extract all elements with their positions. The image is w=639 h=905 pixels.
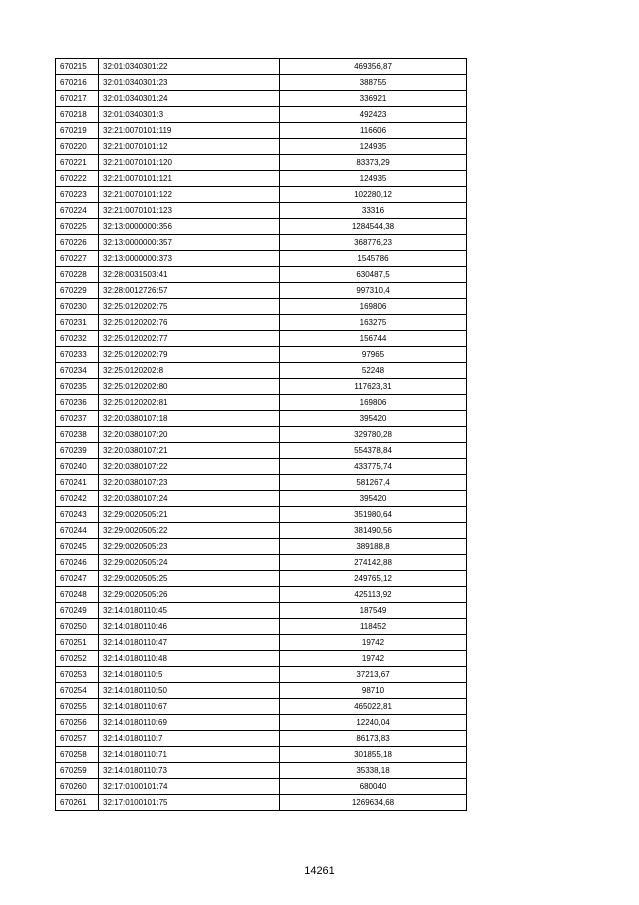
table-row — [56, 763, 467, 779]
row-number-cell: 670240 — [56, 459, 99, 475]
table-row — [56, 587, 467, 603]
cadastral-value-cell: 389188,8 — [280, 539, 467, 555]
cadastral-number-cell: 32:13:0000000:356 — [99, 219, 280, 235]
cadastral-number-cell: 32:25:0120202:76 — [99, 315, 280, 331]
table-row — [56, 427, 467, 443]
row-number-cell: 670221 — [56, 155, 99, 171]
data-table-body — [56, 59, 467, 811]
cadastral-number-cell: 32:20:0380107:23 — [99, 475, 280, 491]
cadastral-number-cell: 32:21:0070101:122 — [99, 187, 280, 203]
table-row — [56, 683, 467, 699]
row-number-cell: 670231 — [56, 315, 99, 331]
cadastral-number-cell: 32:29:0020505:21 — [99, 507, 280, 523]
row-number-cell: 670257 — [56, 731, 99, 747]
row-number-cell: 670260 — [56, 779, 99, 795]
cadastral-number-cell: 32:29:0020505:26 — [99, 587, 280, 603]
row-number-cell: 670227 — [56, 251, 99, 267]
page-number: 14261 — [304, 865, 335, 877]
cadastral-value-cell: 433775,74 — [280, 459, 467, 475]
cadastral-number-cell: 32:25:0120202:80 — [99, 379, 280, 395]
cadastral-value-cell: 35338,18 — [280, 763, 467, 779]
table-row — [56, 123, 467, 139]
cadastral-number-cell: 32:14:0180110:47 — [99, 635, 280, 651]
cadastral-value-cell: 156744 — [280, 331, 467, 347]
cadastral-number-cell: 32:21:0070101:123 — [99, 203, 280, 219]
cadastral-number-cell: 32:25:0120202:77 — [99, 331, 280, 347]
row-number-cell: 670256 — [56, 715, 99, 731]
table-row — [56, 379, 467, 395]
row-number-cell: 670217 — [56, 91, 99, 107]
table-row — [56, 363, 467, 379]
cadastral-value-cell: 163275 — [280, 315, 467, 331]
cadastral-value-cell: 169806 — [280, 395, 467, 411]
table-row — [56, 507, 467, 523]
table-row — [56, 635, 467, 651]
row-number-cell: 670228 — [56, 267, 99, 283]
cadastral-number-cell: 32:28:0012726:57 — [99, 283, 280, 299]
cadastral-value-cell: 19742 — [280, 635, 467, 651]
cadastral-value-cell: 33316 — [280, 203, 467, 219]
row-number-cell: 670237 — [56, 411, 99, 427]
cadastral-value-cell: 249765,12 — [280, 571, 467, 587]
cadastral-value-cell: 395420 — [280, 491, 467, 507]
cadastral-number-cell: 32:14:0180110:69 — [99, 715, 280, 731]
table-row — [56, 155, 467, 171]
row-number-cell: 670261 — [56, 795, 99, 811]
table-row — [56, 667, 467, 683]
table-row — [56, 75, 467, 91]
table-row — [56, 571, 467, 587]
cadastral-number-cell: 32:21:0070101:119 — [99, 123, 280, 139]
cadastral-number-cell: 32:20:0380107:22 — [99, 459, 280, 475]
cadastral-number-cell: 32:20:0380107:20 — [99, 427, 280, 443]
table-row — [56, 731, 467, 747]
table-row — [56, 619, 467, 635]
table-row — [56, 651, 467, 667]
row-number-cell: 670253 — [56, 667, 99, 683]
row-number-cell: 670248 — [56, 587, 99, 603]
row-number-cell: 670239 — [56, 443, 99, 459]
row-number-cell: 670244 — [56, 523, 99, 539]
row-number-cell: 670225 — [56, 219, 99, 235]
cadastral-number-cell: 32:14:0180110:71 — [99, 747, 280, 763]
cadastral-value-cell: 469356,87 — [280, 59, 467, 75]
table-row — [56, 715, 467, 731]
cadastral-value-cell: 169806 — [280, 299, 467, 315]
cadastral-number-cell: 32:21:0070101:121 — [99, 171, 280, 187]
table-row — [56, 539, 467, 555]
table-row — [56, 603, 467, 619]
cadastral-number-cell: 32:17:0100101:74 — [99, 779, 280, 795]
table-row — [56, 315, 467, 331]
cadastral-number-cell: 32:25:0120202:79 — [99, 347, 280, 363]
cadastral-value-cell: 97965 — [280, 347, 467, 363]
cadastral-value-cell: 581267,4 — [280, 475, 467, 491]
cadastral-value-cell: 554378,84 — [280, 443, 467, 459]
cadastral-value-cell: 86173,83 — [280, 731, 467, 747]
table-row — [56, 347, 467, 363]
cadastral-value-cell: 680040 — [280, 779, 467, 795]
table-row — [56, 267, 467, 283]
cadastral-value-cell: 425113,92 — [280, 587, 467, 603]
row-number-cell: 670222 — [56, 171, 99, 187]
table-row — [56, 283, 467, 299]
row-number-cell: 670243 — [56, 507, 99, 523]
cadastral-number-cell: 32:21:0070101:12 — [99, 139, 280, 155]
table-row — [56, 171, 467, 187]
cadastral-number-cell: 32:13:0000000:357 — [99, 235, 280, 251]
row-number-cell: 670258 — [56, 747, 99, 763]
table-row — [56, 59, 467, 75]
table-row — [56, 203, 467, 219]
row-number-cell: 670234 — [56, 363, 99, 379]
cadastral-number-cell: 32:20:0380107:24 — [99, 491, 280, 507]
table-row — [56, 187, 467, 203]
cadastral-number-cell: 32:25:0120202:8 — [99, 363, 280, 379]
cadastral-value-cell: 329780,28 — [280, 427, 467, 443]
table-row — [56, 91, 467, 107]
table-row — [56, 747, 467, 763]
cadastral-value-cell: 1545786 — [280, 251, 467, 267]
row-number-cell: 670252 — [56, 651, 99, 667]
cadastral-value-cell: 98710 — [280, 683, 467, 699]
cadastral-value-cell: 997310,4 — [280, 283, 467, 299]
row-number-cell: 670230 — [56, 299, 99, 315]
cadastral-value-cell: 630487,5 — [280, 267, 467, 283]
row-number-cell: 670233 — [56, 347, 99, 363]
cadastral-number-cell: 32:29:0020505:23 — [99, 539, 280, 555]
table-row — [56, 555, 467, 571]
table-row — [56, 331, 467, 347]
row-number-cell: 670236 — [56, 395, 99, 411]
cadastral-value-cell: 124935 — [280, 139, 467, 155]
cadastral-number-cell: 32:14:0180110:67 — [99, 699, 280, 715]
row-number-cell: 670218 — [56, 107, 99, 123]
cadastral-value-cell: 301855,18 — [280, 747, 467, 763]
cadastral-number-cell: 32:25:0120202:81 — [99, 395, 280, 411]
table-row — [56, 235, 467, 251]
row-number-cell: 670219 — [56, 123, 99, 139]
cadastral-number-cell: 32:01:0340301:24 — [99, 91, 280, 107]
cadastral-value-cell: 368776,23 — [280, 235, 467, 251]
row-number-cell: 670251 — [56, 635, 99, 651]
row-number-cell: 670223 — [56, 187, 99, 203]
row-number-cell: 670247 — [56, 571, 99, 587]
cadastral-value-cell: 1284544,38 — [280, 219, 467, 235]
cadastral-number-cell: 32:01:0340301:22 — [99, 59, 280, 75]
row-number-cell: 670245 — [56, 539, 99, 555]
cadastral-value-cell: 1269634,68 — [280, 795, 467, 811]
row-number-cell: 670226 — [56, 235, 99, 251]
cadastral-value-cell: 388755 — [280, 75, 467, 91]
row-number-cell: 670241 — [56, 475, 99, 491]
cadastral-number-cell: 32:29:0020505:25 — [99, 571, 280, 587]
cadastral-number-cell: 32:14:0180110:73 — [99, 763, 280, 779]
data-table — [55, 58, 467, 811]
cadastral-value-cell: 37213,67 — [280, 667, 467, 683]
table-row — [56, 395, 467, 411]
cadastral-number-cell: 32:01:0340301:3 — [99, 107, 280, 123]
table-row — [56, 523, 467, 539]
row-number-cell: 670242 — [56, 491, 99, 507]
cadastral-value-cell: 83373,29 — [280, 155, 467, 171]
cadastral-value-cell: 52248 — [280, 363, 467, 379]
table-row — [56, 411, 467, 427]
cadastral-value-cell: 395420 — [280, 411, 467, 427]
cadastral-number-cell: 32:25:0120202:75 — [99, 299, 280, 315]
cadastral-number-cell: 32:20:0380107:21 — [99, 443, 280, 459]
cadastral-value-cell: 117623,31 — [280, 379, 467, 395]
cadastral-number-cell: 32:29:0020505:24 — [99, 555, 280, 571]
cadastral-number-cell: 32:14:0180110:48 — [99, 651, 280, 667]
cadastral-value-cell: 492423 — [280, 107, 467, 123]
cadastral-number-cell: 32:14:0180110:46 — [99, 619, 280, 635]
cadastral-value-cell: 116606 — [280, 123, 467, 139]
table-row — [56, 795, 467, 811]
row-number-cell: 670224 — [56, 203, 99, 219]
table-row — [56, 219, 467, 235]
row-number-cell: 670232 — [56, 331, 99, 347]
cadastral-value-cell: 102280,12 — [280, 187, 467, 203]
row-number-cell: 670250 — [56, 619, 99, 635]
row-number-cell: 670220 — [56, 139, 99, 155]
table-row — [56, 139, 467, 155]
table-row — [56, 251, 467, 267]
cadastral-value-cell: 12240,04 — [280, 715, 467, 731]
cadastral-value-cell: 274142,88 — [280, 555, 467, 571]
cadastral-number-cell: 32:20:0380107:18 — [99, 411, 280, 427]
row-number-cell: 670249 — [56, 603, 99, 619]
cadastral-number-cell: 32:14:0180110:7 — [99, 731, 280, 747]
table-row — [56, 299, 467, 315]
cadastral-number-cell: 32:21:0070101:120 — [99, 155, 280, 171]
cadastral-value-cell: 465022,81 — [280, 699, 467, 715]
row-number-cell: 670238 — [56, 427, 99, 443]
cadastral-value-cell: 381490,56 — [280, 523, 467, 539]
cadastral-value-cell: 124935 — [280, 171, 467, 187]
cadastral-number-cell: 32:17:0100101:75 — [99, 795, 280, 811]
table-row — [56, 107, 467, 123]
cadastral-number-cell: 32:14:0180110:50 — [99, 683, 280, 699]
row-number-cell: 670254 — [56, 683, 99, 699]
row-number-cell: 670216 — [56, 75, 99, 91]
table-row — [56, 491, 467, 507]
cadastral-value-cell: 351980,64 — [280, 507, 467, 523]
cadastral-number-cell: 32:14:0180110:5 — [99, 667, 280, 683]
row-number-cell: 670259 — [56, 763, 99, 779]
cadastral-number-cell: 32:01:0340301:23 — [99, 75, 280, 91]
row-number-cell: 670215 — [56, 59, 99, 75]
cadastral-value-cell: 118452 — [280, 619, 467, 635]
row-number-cell: 670229 — [56, 283, 99, 299]
row-number-cell: 670235 — [56, 379, 99, 395]
cadastral-number-cell: 32:29:0020505:22 — [99, 523, 280, 539]
row-number-cell: 670255 — [56, 699, 99, 715]
cadastral-value-cell: 336921 — [280, 91, 467, 107]
row-number-cell: 670246 — [56, 555, 99, 571]
cadastral-number-cell: 32:13:0000000:373 — [99, 251, 280, 267]
table-row — [56, 475, 467, 491]
cadastral-value-cell: 19742 — [280, 651, 467, 667]
cadastral-number-cell: 32:28:0031503:41 — [99, 267, 280, 283]
table-row — [56, 699, 467, 715]
cadastral-number-cell: 32:14:0180110:45 — [99, 603, 280, 619]
cadastral-value-cell: 187549 — [280, 603, 467, 619]
table-row — [56, 443, 467, 459]
table-row — [56, 779, 467, 795]
table-row — [56, 459, 467, 475]
